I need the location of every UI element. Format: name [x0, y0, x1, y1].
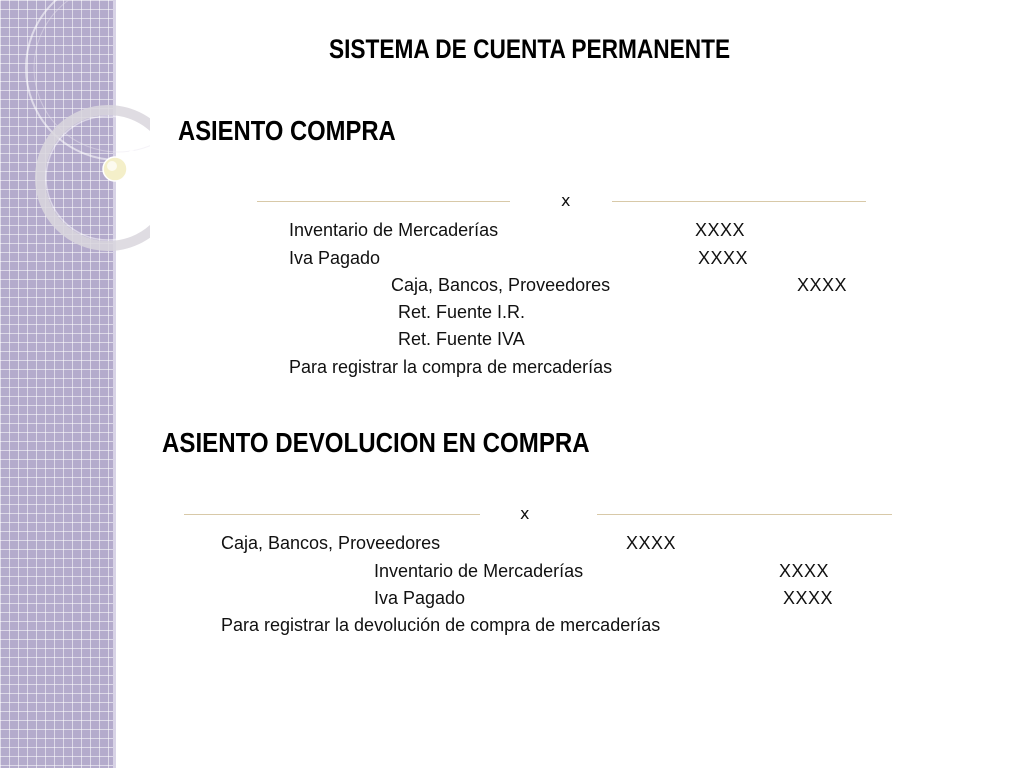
entry-rule-right	[597, 514, 892, 515]
debit-account: Inventario de Mercaderías	[289, 220, 499, 240]
credit-account: Caja, Bancos, Proveedores	[391, 275, 611, 295]
section-heading-devolucion: ASIENTO DEVOLUCION EN COMPRA	[162, 427, 590, 458]
entry-rule-right	[612, 201, 866, 202]
debit-amount: XXXX	[698, 248, 749, 268]
credit-account: Ret. Fuente I.R.	[398, 302, 526, 322]
entry-marker: x	[520, 504, 530, 523]
credit-amount: XXXX	[797, 275, 848, 295]
debit-account: Iva Pagado	[289, 248, 381, 268]
credit-amount: XXXX	[779, 561, 830, 581]
credit-account: Inventario de Mercaderías	[374, 561, 584, 581]
debit-amount: XXXX	[695, 220, 746, 240]
entry-description: Para registrar la compra de mercaderías	[289, 357, 613, 377]
credit-account: Ret. Fuente IVA	[398, 329, 525, 349]
entry-rule-left	[257, 201, 510, 202]
entry-description: Para registrar la devolución de compra de mercaderías	[221, 615, 661, 635]
debit-amount: XXXX	[626, 533, 677, 553]
debit-account: Caja, Bancos, Proveedores	[221, 533, 441, 553]
page-title: SISTEMA DE CUENTA PERMANENTE	[329, 34, 731, 64]
credit-amount: XXXX	[783, 588, 834, 608]
entry-marker: x	[561, 191, 571, 210]
section-heading-compra: ASIENTO COMPRA	[178, 115, 396, 146]
decorative-sidebar	[0, 0, 113, 768]
entry-rule-left	[184, 514, 480, 515]
credit-account: Iva Pagado	[374, 588, 466, 608]
sidebar-edge	[113, 0, 116, 768]
